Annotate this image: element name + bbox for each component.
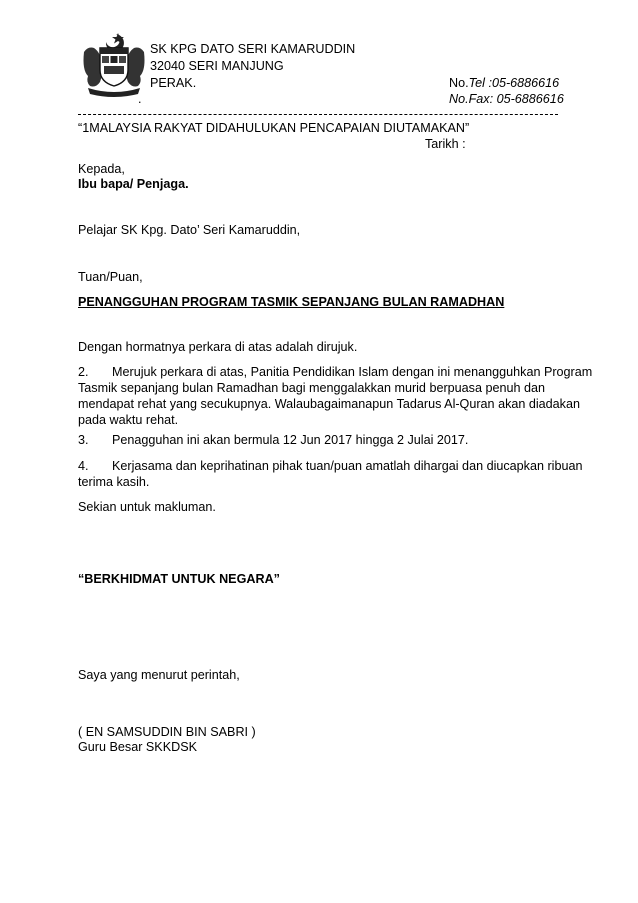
paragraph-4-line-1: Kerjasama dan keprihatinan pihak tuan/puan amatlah dihargai dan diucapkan ribuan [112,459,583,473]
paragraph-2-line-3: mendapat rehat yang secukupnya. Walaubagaimanapun Tadarus Al-Quran akan diadakan [78,397,580,411]
school-name: SK KPG DATO SERI KAMARUDDIN [150,42,356,56]
recipient-line: Pelajar SK Kpg. Dato’ Seri Kamaruddin, [78,223,301,237]
tel-value: Tel :05-6886616 [468,76,560,90]
paragraph-3-number: 3. [78,433,89,447]
letter-subject: PENANGGUHAN PROGRAM TASMIK SEPANJANG BULAN RAMADHAN [78,295,505,309]
signoff: Saya yang menurut perintah, [78,668,240,682]
paragraph-3-text: Penagguhan ini akan bermula 12 Jun 2017 hingga 2 Julai 2017. [112,433,469,447]
fax-number: No.Fax: 05-6886616 [449,92,564,106]
paragraph-2 [78,364,593,428]
paragraph-4-number: 4. [78,459,89,473]
paragraph-3 [78,432,568,448]
paragraph-4-line-2: terima kasih. [78,475,150,489]
telephone-number [449,76,559,90]
signatory-name: ( EN SAMSUDDIN BIN SABRI ) [78,725,256,739]
recipient-greeting: Kepada, [78,162,125,176]
paragraph-1: Dengan hormatnya perkara di atas adalah dirujuk. [78,340,358,354]
school-state: PERAK. [150,76,197,90]
date-label: Tarikh : [425,137,466,151]
paragraph-2-line-4: pada waktu rehat. [78,413,179,427]
motto-1malaysia: “1MALAYSIA RAKYAT DIDAHULUKAN PENCAPAIAN DIUTAMAKAN” [78,121,470,135]
paragraph-2-line-2: Tasmik sepanjang bulan Ramadhan bagi menggalakkan murid berpuasa penuh dan [78,381,545,395]
dot-mark: . [138,92,142,106]
salutation: Tuan/Puan, [78,270,143,284]
paragraph-2-number: 2. [78,365,89,379]
header-divider [78,114,558,115]
paragraph-4 [78,458,583,490]
coat-of-arms-logo [80,30,148,98]
paragraph-2-line-1: Merujuk perkara di atas, Panitia Pendidikan Islam dengan ini menangguhkan Program [112,365,593,379]
recipient-addressee: Ibu bapa/ Penjaga. [78,177,189,191]
closing-line: Sekian untuk makluman. [78,500,216,514]
motto-berkhidmat: “BERKHIDMAT UNTUK NEGARA” [78,572,280,586]
school-address: 32040 SERI MANJUNG [150,59,284,73]
signatory-title: Guru Besar SKKDSK [78,740,197,754]
tel-prefix: No. [449,76,469,90]
